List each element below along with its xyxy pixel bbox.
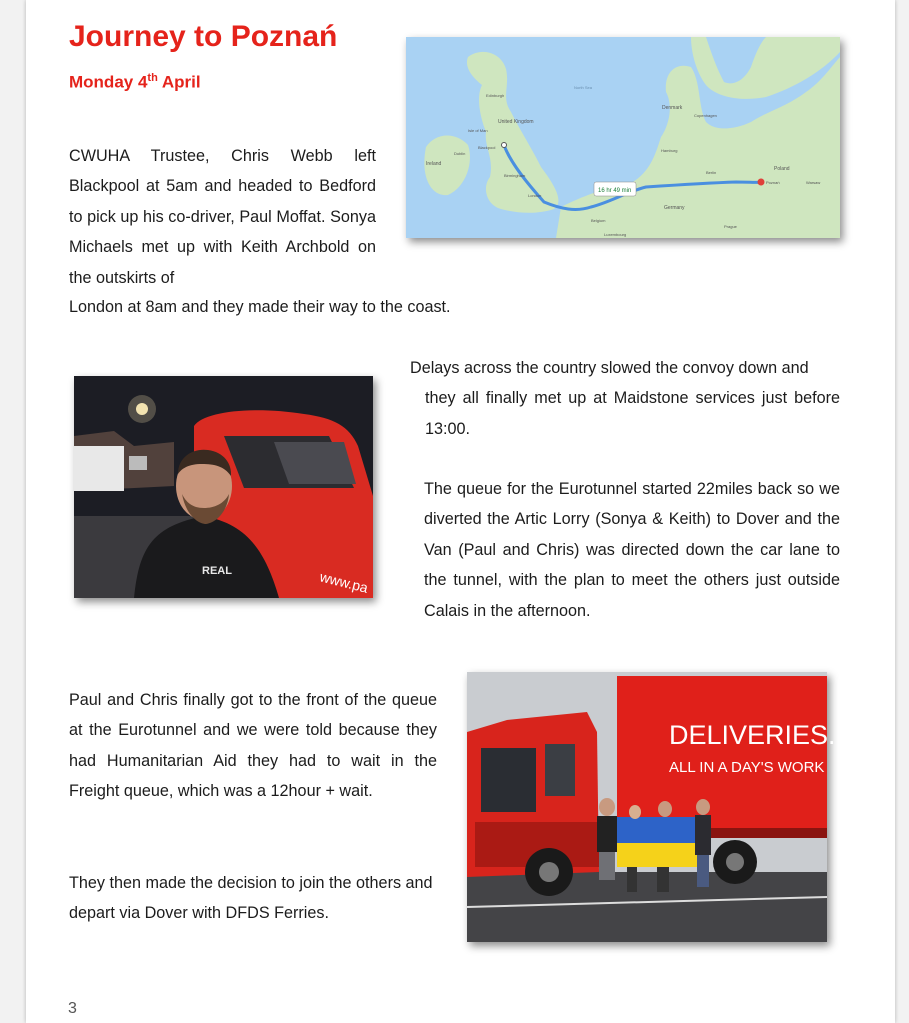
map-label-dublin: Dublin xyxy=(454,151,466,156)
map-label-germany: Germany xyxy=(664,205,685,211)
map-label-london: London xyxy=(528,193,542,198)
document-page xyxy=(26,0,895,1023)
van-website-text: www.pa xyxy=(318,568,370,596)
paragraph-departure: CWUHA Trustee, Chris Webb left Blackpool at 5am and headed to Bedford to pick up his co-driver, Paul Moffat. Sonya Michaels met up with Keith Archbold on the outskirts of xyxy=(69,147,376,287)
date-ordinal: th xyxy=(147,72,158,84)
map-label-uk: United Kingdom xyxy=(498,119,534,125)
page-title: Journey to Poznań xyxy=(69,20,338,53)
paragraph-eurotunnel-queue: The queue for the Eurotunnel started 22miles back so we diverted the Artic Lorry (Sonya & Keith) to Dover and the Van (Paul and Chris) was directed down the car lane to the tunnel, with the plan to meet the others just outside Calais in the afternoon. xyxy=(424,480,840,620)
map-label-luxembourg: Luxembourg xyxy=(604,232,627,237)
truck-slogan-line2: ALL IN A DAY'S WORK xyxy=(669,759,825,776)
route-time-label: 16 hr 49 min xyxy=(598,188,632,194)
map-label-copenhagen: Copenhagen xyxy=(694,113,717,118)
map-label-edinburgh: Edinburgh xyxy=(486,93,505,98)
map-label-prague: Prague xyxy=(724,224,737,229)
map-label-denmark: Denmark xyxy=(662,105,683,111)
map-label-north-sea: North Sea xyxy=(574,85,593,90)
map-label-ireland: Ireland xyxy=(426,161,442,167)
article-date xyxy=(69,72,201,93)
paragraph-freight-queue: Paul and Chris finally got to the front of the queue at the Eurotunnel and we were told because they had Humanitarian Aid they had to wait in the Freight queue, which was a 12hour + wait. xyxy=(69,691,437,801)
map-label-birmingham: Birmingham xyxy=(504,173,526,178)
paragraph-departure-tail: London at 8am and they made their way to the coast. xyxy=(69,298,451,316)
paragraph-dfds-decision: They then made the decision to join the others and depart via Dover with DFDS Ferries. xyxy=(69,874,433,923)
date-month: April xyxy=(157,72,201,92)
selfie-photo xyxy=(74,376,373,598)
map-label-hamburg: Hamburg xyxy=(661,148,678,153)
map-label-warsaw: Warsaw xyxy=(806,180,821,185)
page-number: 3 xyxy=(68,1000,77,1017)
map-label-blackpool: Blackpool xyxy=(478,145,496,150)
truck-group-photo xyxy=(467,672,863,942)
date-day: Monday 4 xyxy=(69,72,148,92)
map-label-poznan: Poznań xyxy=(766,180,780,185)
map-label-poland: Poland xyxy=(774,166,790,172)
paragraph-delays xyxy=(410,353,840,444)
hoodie-text: REAL xyxy=(202,565,232,577)
paragraph-delays-line1: Delays across the country slowed the convoy down and xyxy=(410,359,809,377)
paragraph-delays-rest: they all finally met up at Maidstone services just before 13:00. xyxy=(425,389,840,438)
truck-slogan-line1: DELIVERIES. U xyxy=(669,720,863,750)
map-label-isle-of-man: Isle of Man xyxy=(468,128,488,133)
map-label-belgium: Belgium xyxy=(591,218,606,223)
map-label-berlin: Berlin xyxy=(706,170,717,175)
route-map-image xyxy=(406,37,840,238)
